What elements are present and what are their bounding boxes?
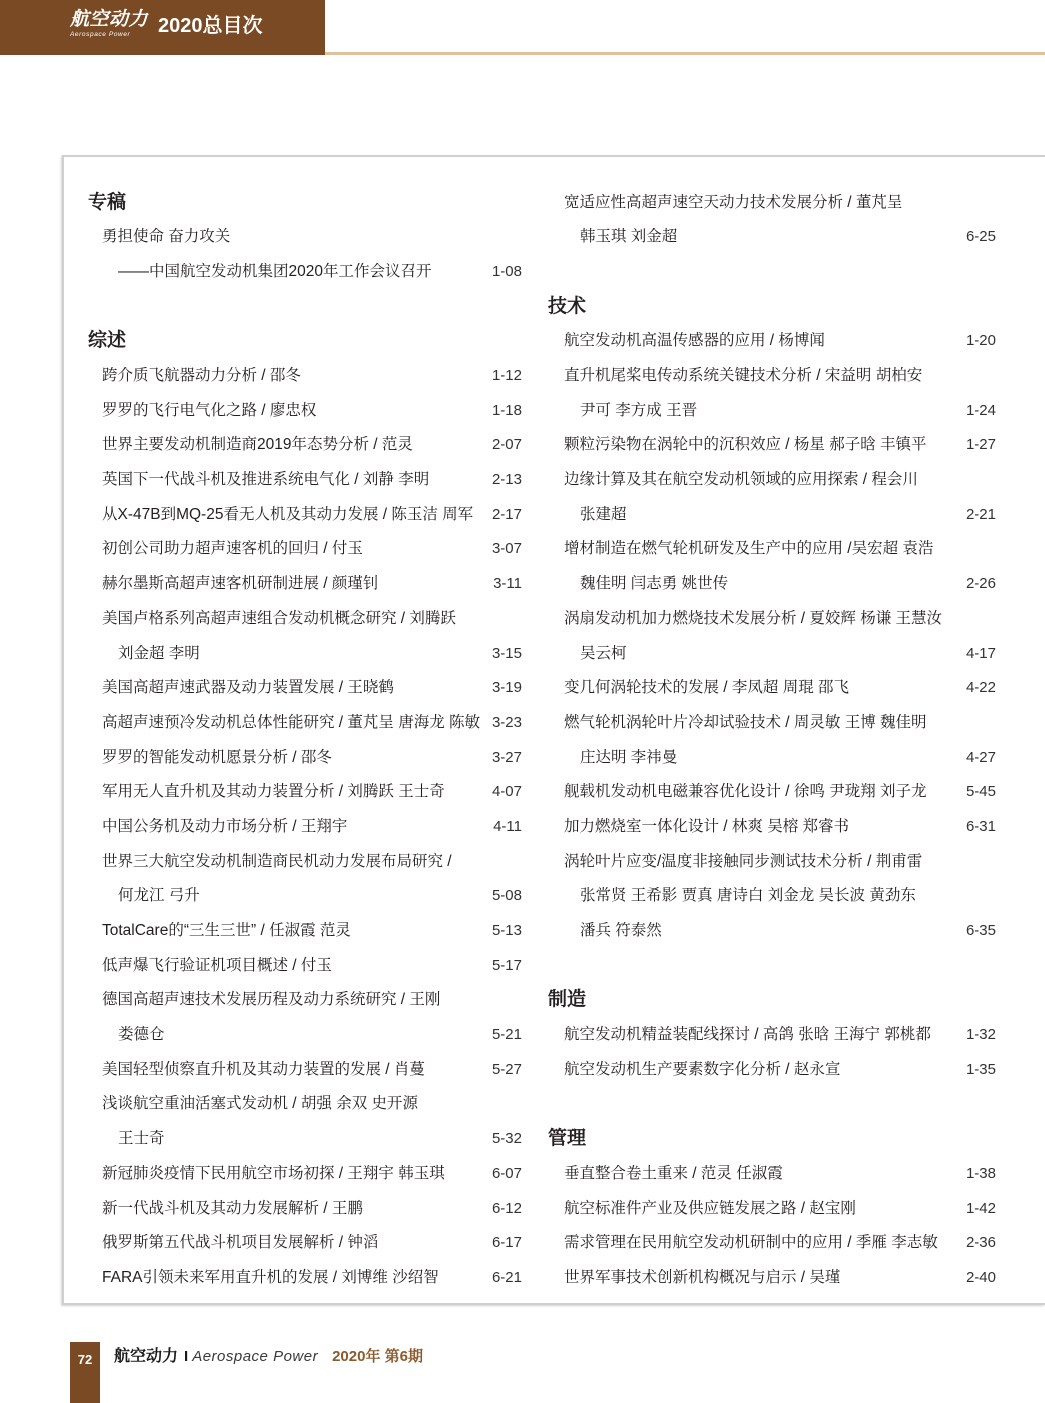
entry-page-number: 1-24 <box>965 401 996 419</box>
entry-title: 美国高超声速武器及动力装置发展 / 王晓鹤 <box>102 679 394 697</box>
toc-entry <box>88 532 522 567</box>
entry-page-number: 3-07 <box>491 540 522 558</box>
entry-title: 宽适应性高超声速空天动力技术发展分析 / 董芃呈 <box>564 193 903 211</box>
entry-title: 魏佳明 闫志勇 姚世传 <box>580 575 729 593</box>
section-spacer <box>548 255 996 290</box>
entry-title: FARA引领未来军用直升机的发展 / 刘博维 沙绍智 <box>102 1268 439 1286</box>
entry-title: 吴云柯 <box>580 644 627 662</box>
entry-title: 何龙江 弓升 <box>118 887 200 905</box>
entry-title: 罗罗的智能发动机愿景分析 / 邵冬 <box>102 748 332 766</box>
entry-title: 需求管理在民用航空发动机研制中的应用 / 季雁 李志敏 <box>564 1234 938 1252</box>
entry-page-number: 4-27 <box>965 748 996 766</box>
entry-page-number: 1-27 <box>965 436 996 454</box>
entry-title: ——中国航空发动机集团2020年工作会议召开 <box>118 262 432 280</box>
toc-entry-continuation <box>88 637 522 672</box>
toc-entry-continuation <box>548 637 996 672</box>
entry-page-number: 2-40 <box>965 1268 996 1286</box>
toc-entry <box>548 602 996 637</box>
toc-entry-continuation <box>88 879 522 914</box>
entry-page-number: 5-08 <box>491 887 522 905</box>
magazine-logo <box>70 9 152 39</box>
section-heading: 技术 <box>548 295 587 317</box>
entry-title: 军用无人直升机及其动力装置分析 / 刘腾跃 王士奇 <box>102 783 445 801</box>
entry-page-number: 3-11 <box>493 575 522 593</box>
footer-magazine-en: Aerospace Power <box>192 1348 319 1365</box>
entry-title: 浅谈航空重油活塞式发动机 / 胡强 余双 史开源 <box>102 1095 419 1113</box>
toc-entry <box>548 671 996 706</box>
entry-title: 燃气轮机涡轮叶片冷却试验技术 / 周灵敏 王博 魏佳明 <box>564 713 927 731</box>
toc-entry <box>548 1018 996 1053</box>
entry-title: 增材制造在燃气轮机研发及生产中的应用 /吴宏超 袁浩 <box>564 540 934 558</box>
entry-page-number: 2-17 <box>491 505 522 523</box>
toc-entry <box>88 810 522 845</box>
toc-entry <box>548 324 996 359</box>
entry-title: 中国公务机及动力市场分析 / 王翔宇 <box>102 817 348 835</box>
entry-title: 直升机尾桨电传动系统关键技术分析 / 宋益明 胡柏安 <box>564 367 923 385</box>
entry-title: 张建超 <box>580 505 627 523</box>
entry-title: 潘兵 符泰然 <box>580 922 662 940</box>
toc-entry <box>88 220 522 255</box>
header-rule <box>325 52 1045 55</box>
section-spacer <box>88 290 522 325</box>
entry-title: 美国轻型侦察直升机及其动力装置的发展 / 肖蔓 <box>102 1060 425 1078</box>
entry-page-number: 6-31 <box>965 817 996 835</box>
entry-page-number: 2-21 <box>965 505 996 523</box>
section-heading: 管理 <box>548 1128 587 1150</box>
entry-page-number: 1-32 <box>965 1026 996 1044</box>
entry-title: 庄达明 李祎曼 <box>580 748 678 766</box>
entry-page-number: 6-17 <box>491 1234 522 1252</box>
toc-entry-continuation <box>548 498 996 533</box>
entry-page-number: 4-07 <box>491 783 522 801</box>
entry-page-number: 3-15 <box>491 644 522 662</box>
entry-title: 舰载机发动机电磁兼容优化设计 / 徐鸣 尹珑翔 刘子龙 <box>564 783 927 801</box>
toc-column-left <box>88 186 522 1296</box>
toc-entry <box>548 463 996 498</box>
toc-entry <box>88 1157 522 1192</box>
entry-page-number: 1-42 <box>965 1199 996 1217</box>
entry-title: 低声爆飞行验证机项目概述 / 付玉 <box>102 956 332 974</box>
toc-entry-continuation <box>548 741 996 776</box>
entry-title: 赫尔墨斯高超声速客机研制进展 / 颜瑾钊 <box>102 575 379 593</box>
toc-column-right <box>548 186 996 1296</box>
page-number: 72 <box>77 1352 93 1367</box>
entry-title: 航空发动机生产要素数字化分析 / 赵永宣 <box>564 1060 841 1078</box>
footer-issue: 2020年 第6期 <box>332 1348 423 1365</box>
entry-page-number: 1-12 <box>491 367 522 385</box>
entry-title: 娄德仓 <box>118 1026 165 1044</box>
toc-entry <box>548 532 996 567</box>
footer-separator: I <box>184 1348 189 1365</box>
entry-page-number: 2-26 <box>965 575 996 593</box>
entry-title: 新冠肺炎疫情下民用航空市场初探 / 王翔宇 韩玉琪 <box>102 1164 445 1182</box>
toc-entry <box>88 1261 522 1296</box>
entry-title: 德国高超声速技术发展历程及动力系统研究 / 王刚 <box>102 991 441 1009</box>
entry-page-number: 4-11 <box>493 817 522 835</box>
toc-entry <box>88 741 522 776</box>
entry-page-number: 2-07 <box>491 436 522 454</box>
toc-entry <box>548 810 996 845</box>
entry-page-number: 1-35 <box>965 1060 996 1078</box>
entry-page-number: 6-25 <box>965 228 996 246</box>
entry-title: 韩玉琪 刘金超 <box>580 228 678 246</box>
toc-entry-continuation <box>88 1122 522 1157</box>
toc-entry <box>88 1087 522 1122</box>
toc-entry-continuation <box>548 914 996 949</box>
entry-page-number: 6-12 <box>491 1199 522 1217</box>
entry-page-number: 5-27 <box>491 1060 522 1078</box>
section-heading: 制造 <box>548 989 587 1011</box>
page-title: 2020总目次 <box>158 15 263 37</box>
entry-title: 变几何涡轮技术的发展 / 李凤超 周琨 邵飞 <box>564 679 850 697</box>
toc-entry-continuation <box>88 1018 522 1053</box>
section-spacer <box>548 949 996 984</box>
entry-title: 世界主要发动机制造商2019年态势分析 / 范灵 <box>102 436 413 454</box>
entry-title: 初创公司助力超声速客机的回归 / 付玉 <box>102 540 363 558</box>
entry-title: 涡轮叶片应变/温度非接触同步测试技术分析 / 荆甫雷 <box>564 852 923 870</box>
entry-page-number: 5-17 <box>491 956 522 974</box>
entry-title: 加力燃烧室一体化设计 / 林爽 吴榕 郑睿书 <box>564 817 850 835</box>
entry-page-number: 4-22 <box>965 679 996 697</box>
entry-page-number: 2-13 <box>491 471 522 489</box>
section-spacer <box>548 1087 996 1122</box>
entry-page-number: 6-35 <box>965 922 996 940</box>
toc-entry <box>548 775 996 810</box>
toc-entry <box>548 706 996 741</box>
header-bar <box>0 0 325 55</box>
entry-page-number: 5-32 <box>491 1130 522 1148</box>
toc-entry <box>88 359 522 394</box>
entry-title: 高超声速预冷发动机总体性能研究 / 董芃呈 唐海龙 陈敏 <box>102 713 481 731</box>
toc-entry-continuation <box>548 567 996 602</box>
toc-entry <box>88 463 522 498</box>
entry-page-number: 3-23 <box>491 713 522 731</box>
entry-title: 英国下一代战斗机及推进系统电气化 / 刘静 李明 <box>102 471 430 489</box>
entry-page-number: 4-17 <box>965 644 996 662</box>
toc-entry <box>548 186 996 221</box>
toc-entry <box>548 428 996 463</box>
entry-page-number: 1-20 <box>965 332 996 350</box>
section-heading: 专稿 <box>88 191 127 213</box>
entry-title: 王士奇 <box>118 1130 165 1148</box>
toc-entry <box>548 1053 996 1088</box>
footer-page-tab <box>70 1342 100 1403</box>
toc-entry <box>88 671 522 706</box>
logo-chinese: 航空动力 <box>70 9 149 30</box>
toc-entry <box>88 602 522 637</box>
toc-entry <box>88 914 522 949</box>
toc-entry <box>548 845 996 880</box>
toc-entry <box>88 1226 522 1261</box>
toc-entry <box>88 428 522 463</box>
entry-title: 世界军事技术创新机构概况与启示 / 吴瑾 <box>564 1268 841 1286</box>
entry-page-number: 2-36 <box>965 1234 996 1252</box>
entry-title: 从X-47B到MQ-25看无人机及其动力发展 / 陈玉洁 周军 <box>102 505 474 523</box>
toc-entry <box>88 983 522 1018</box>
entry-title: 世界三大航空发动机制造商民机动力发展布局研究 / <box>102 852 452 870</box>
entry-title: 垂直整合卷土重来 / 范灵 任淑霞 <box>564 1164 783 1182</box>
entry-title: 涡扇发动机加力燃烧技术发展分析 / 夏姣辉 杨谦 王慧汝 <box>564 609 943 627</box>
entry-title: 尹可 李方成 王晋 <box>580 401 698 419</box>
toc-entry <box>88 949 522 984</box>
entry-page-number: 3-27 <box>491 748 522 766</box>
entry-title: 美国卢格系列高超声速组合发动机概念研究 / 刘腾跃 <box>102 609 456 627</box>
entry-page-number: 1-08 <box>491 262 522 280</box>
entry-title: 颗粒污染物在涡轮中的沉积效应 / 杨星 郝子晗 丰镇平 <box>564 436 927 454</box>
entry-title: 航空发动机高温传感器的应用 / 杨博闻 <box>564 332 825 350</box>
entry-title: TotalCare的“三生三世” / 任淑霞 范灵 <box>102 922 351 940</box>
entry-page-number: 6-21 <box>491 1268 522 1286</box>
footer-magazine-cn: 航空动力 <box>114 1348 179 1365</box>
toc-entry <box>88 1192 522 1227</box>
entry-title: 航空发动机精益装配线探讨 / 高鸽 张晗 王海宁 郭桃都 <box>564 1026 931 1044</box>
entry-page-number: 5-21 <box>491 1026 522 1044</box>
toc-entry-continuation <box>548 394 996 429</box>
section-heading: 综述 <box>88 330 127 352</box>
toc-entry <box>548 1157 996 1192</box>
toc-entry <box>88 1053 522 1088</box>
toc-entry <box>548 359 996 394</box>
entry-title: 罗罗的飞行电气化之路 / 廖忠权 <box>102 401 317 419</box>
toc-entry <box>548 1226 996 1261</box>
entry-title: 刘金超 李明 <box>118 644 200 662</box>
toc-entry <box>88 394 522 429</box>
toc-entry-continuation <box>548 220 996 255</box>
logo-english: Aerospace Power <box>70 31 131 38</box>
toc-entry <box>88 706 522 741</box>
entry-title: 跨介质飞航器动力分析 / 邵冬 <box>102 367 301 385</box>
entry-page-number: 5-13 <box>491 922 522 940</box>
entry-page-number: 3-19 <box>491 679 522 697</box>
toc-entry <box>548 1261 996 1296</box>
entry-page-number: 5-45 <box>965 783 996 801</box>
entry-page-number: 6-07 <box>491 1164 522 1182</box>
entry-title: 新一代战斗机及其动力发展解析 / 王鹏 <box>102 1199 363 1217</box>
toc-entry-continuation <box>548 879 996 914</box>
entry-title: 边缘计算及其在航空发动机领域的应用探索 / 程会川 <box>564 471 918 489</box>
entry-title: 张常贤 王希影 贾真 唐诗白 刘金龙 吴长波 黄劲东 <box>580 887 916 905</box>
toc-entry <box>88 775 522 810</box>
entry-title: 勇担使命 奋力攻关 <box>102 228 231 246</box>
toc-entry <box>548 1192 996 1227</box>
entry-page-number: 1-38 <box>965 1164 996 1182</box>
toc-entry <box>88 845 522 880</box>
toc-entry <box>88 567 522 602</box>
footer-running-title <box>114 1346 423 1368</box>
entry-page-number: 1-18 <box>491 401 522 419</box>
toc-entry-continuation <box>88 255 522 290</box>
toc-entry <box>88 498 522 533</box>
entry-title: 俄罗斯第五代战斗机项目发展解析 / 钟滔 <box>102 1234 379 1252</box>
entry-title: 航空标准件产业及供应链发展之路 / 赵宝刚 <box>564 1199 856 1217</box>
